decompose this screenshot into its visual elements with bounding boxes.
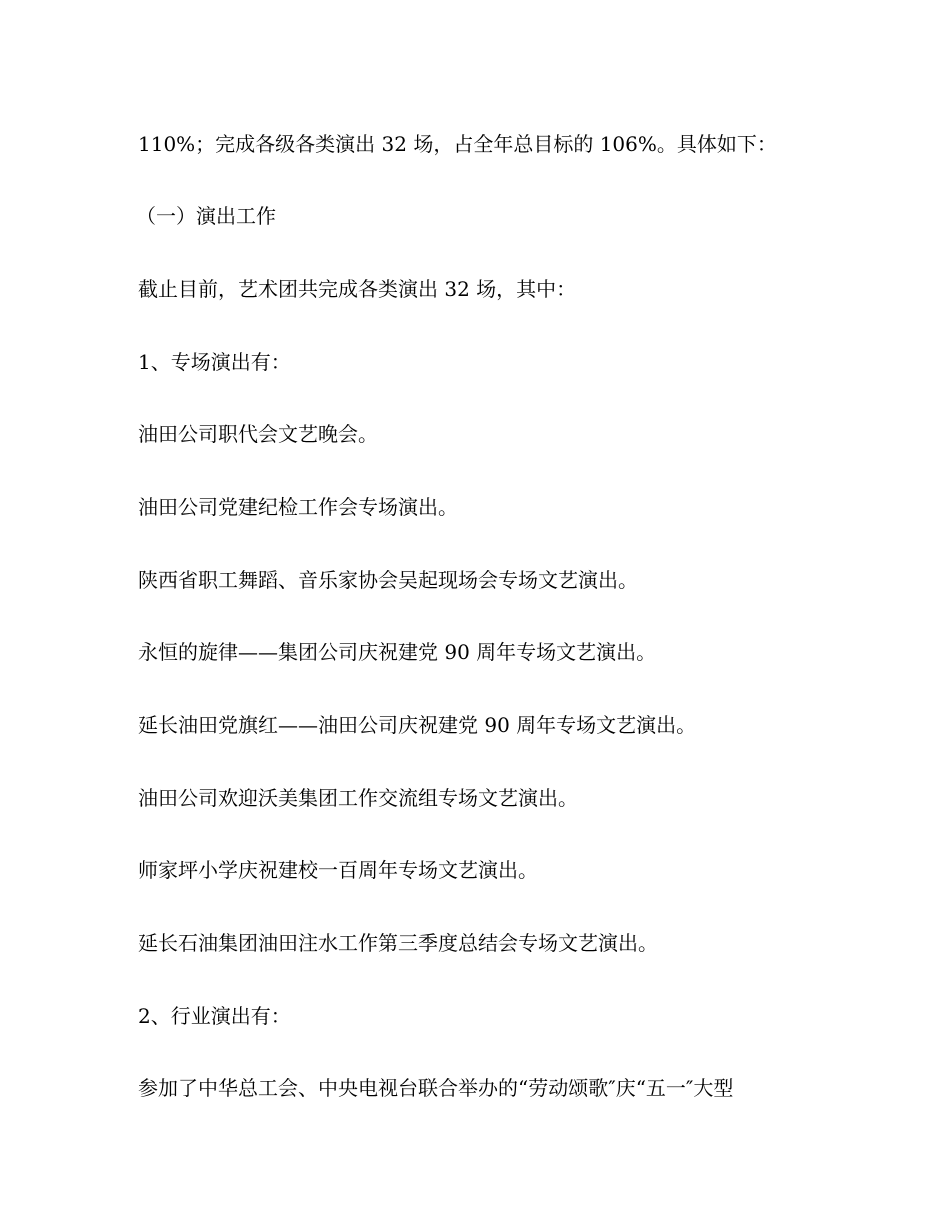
paragraph-line: 参加了中华总工会、中央电视台联合举办的“劳动颂歌″庆“五一″大型 — [138, 1076, 734, 1100]
list-item: 油田公司欢迎沃美集团工作交流组专场文艺演出。 — [138, 786, 578, 810]
summary-line: 110%；完成各级各类演出 32 场，占全年总目标的 106%。具体如下： — [138, 132, 777, 156]
list-item: 师家坪小学庆祝建校一百周年专场文艺演出。 — [138, 858, 538, 882]
list-item: 延长油田党旗红——油田公司庆祝建党 90 周年专场文艺演出。 — [138, 713, 697, 737]
list-item: 油田公司职代会文艺晚会。 — [138, 422, 378, 446]
subsection-heading: 2、行业演出有： — [138, 1004, 291, 1028]
list-item: 永恒的旋律——集团公司庆祝建党 90 周年专场文艺演出。 — [138, 640, 657, 664]
list-item: 延长石油集团油田注水工作第三季度总结会专场文艺演出。 — [138, 931, 658, 955]
subsection-heading: 1、专场演出有： — [138, 350, 291, 374]
section-heading: （一）演出工作 — [136, 204, 276, 228]
list-item: 陕西省职工舞蹈、音乐家协会吴起现场会专场文艺演出。 — [138, 568, 638, 592]
list-item: 油田公司党建纪检工作会专场演出。 — [138, 495, 458, 519]
intro-paragraph: 截止目前，艺术团共完成各类演出 32 场，其中： — [138, 277, 577, 301]
